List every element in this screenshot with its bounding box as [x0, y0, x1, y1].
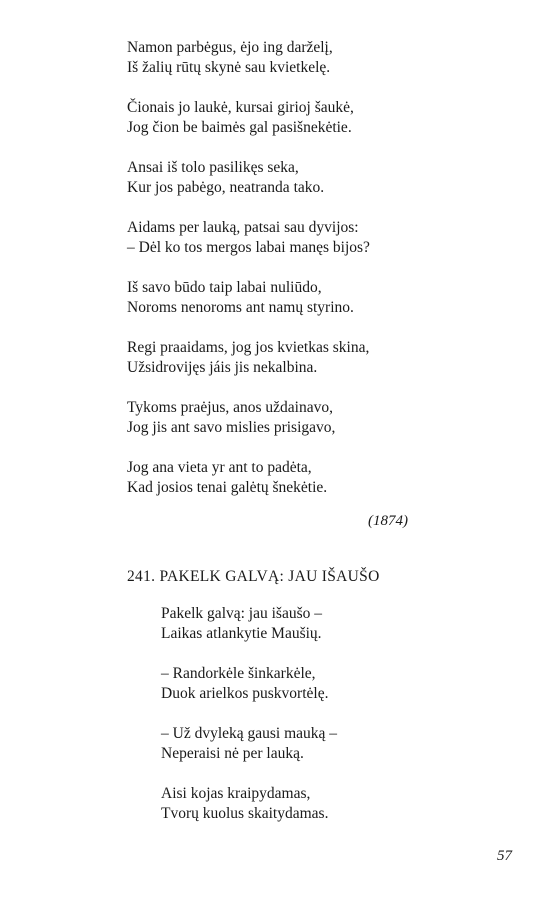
verse-line: Tvorų kuolus skaitydamas.	[161, 804, 329, 822]
poem2-stanza-3	[161, 724, 337, 763]
poem1-stanza-4	[127, 218, 370, 257]
poem2-stanza-4	[161, 784, 328, 823]
verse-line: Kur jos pabėgo, neatranda tako.	[127, 178, 325, 196]
verse-line: – Randorkėle šinkarkėle,	[161, 665, 316, 682]
verse-line: Duok arielkos puskvortėlę.	[161, 684, 329, 702]
verse-line: Jog ana vieta yr ant to padėta,	[127, 459, 312, 476]
verse-line: Jog jis ant savo mislies prisigavo,	[127, 418, 336, 436]
poem1-stanza-2	[127, 98, 354, 137]
verse-line: Užsidrovijęs jáis jis nekalbina.	[127, 358, 318, 376]
poem-date: (1874)	[368, 513, 408, 529]
verse-line: Neperaisi nė per lauką.	[161, 744, 304, 762]
verse-line: Pakelk galvą: jau išaušo –	[161, 605, 322, 622]
verse-line: Kad josios tenai galėtų šnekėtie.	[127, 478, 328, 496]
verse-line: Ansai iš tolo pasilikęs seka,	[127, 159, 299, 176]
poem1-stanza-1	[127, 38, 333, 77]
verse-line: Namon parbėgus, ėjo ing darželį,	[127, 39, 333, 56]
page-number: 57	[497, 848, 512, 864]
verse-line: Tykoms praėjus, anos uždainavo,	[127, 399, 333, 416]
verse-line: – Už dvyleką gausi mauką –	[161, 725, 338, 742]
poem2-stanza-1	[161, 604, 322, 643]
verse-line: Regi praaidams, jog jos kvietkas skina,	[127, 339, 370, 356]
verse-line: Aidams per lauką, patsai sau dyvijos:	[127, 219, 359, 236]
verse-line: – Dėl ko tos mergos labai manęs bijos?	[127, 238, 370, 256]
poem-heading: 241. PAKELK GALVĄ: JAU IŠAUŠO	[127, 568, 380, 585]
verse-line: Laikas atlankytie Maušių.	[161, 624, 322, 642]
poem1-stanza-3	[127, 158, 324, 197]
poem1-stanza-8	[127, 458, 327, 497]
verse-line: Jog čion be baimės gal pasišnekėtie.	[127, 118, 352, 136]
verse-line: Iš žalių rūtų skynė sau kvietkelę.	[127, 58, 331, 76]
poem2-stanza-2	[161, 664, 328, 703]
verse-line: Iš savo būdo taip labai nuliūdo,	[127, 279, 322, 296]
verse-line: Noroms nenoroms ant namų styrino.	[127, 298, 354, 316]
verse-line: Aisi kojas kraipydamas,	[161, 785, 311, 802]
poem1-stanza-7	[127, 398, 335, 437]
poem1-stanza-5	[127, 278, 354, 317]
verse-line: Čionais jo laukė, kursai girioj šaukė,	[127, 99, 354, 116]
poem1-stanza-6	[127, 338, 369, 377]
